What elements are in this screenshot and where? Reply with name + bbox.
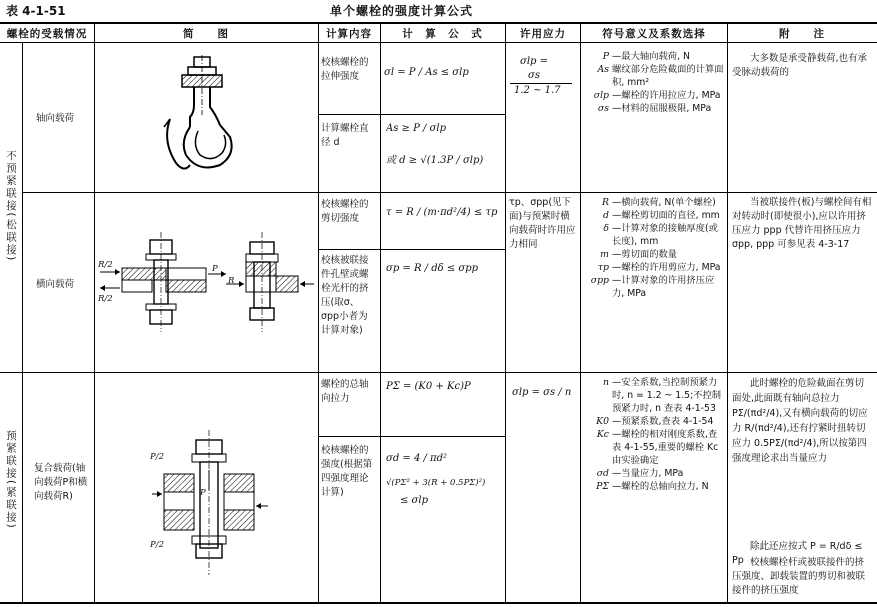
group-loose: 不预紧联接(松联接) (5, 150, 17, 263)
combined-diagram-label-p: P (200, 488, 206, 498)
axial-allowable-1: σlp = (520, 56, 548, 67)
hook-diagram (150, 55, 270, 185)
transverse-label: 横向载荷 (36, 279, 75, 290)
axial-formula-2a: As ≥ P / σlp (386, 123, 446, 134)
axial-formula-1: σl = P / As ≤ σlp (384, 67, 469, 78)
header-load-case: 螺栓的受载情况 (6, 28, 88, 40)
combined-sub-rule (318, 436, 505, 437)
col-rule-5 (505, 22, 506, 602)
axial-allowable-3: 1.2 ~ 1.7 (514, 85, 561, 96)
transverse-symbol-row: d —螺栓剪切面的直径, mm (603, 210, 720, 221)
transverse-note: 当被联接件(板)与螺栓间有相对转动时(即使很小),应以许用挤压应力 ppp 代替许用挤压应力 σpp, ppp 可参见表 4-3-17 (732, 197, 872, 250)
group-tight: 预紧联接(紧联接) (5, 430, 17, 530)
transverse-formula-2: σp = R / dδ ≤ σpp (386, 263, 479, 274)
combined-symbols (582, 376, 726, 493)
combined-label: 复合载荷(轴向载荷P和横向载荷R) (34, 463, 88, 502)
transverse-bolt-diagram (96, 232, 316, 332)
table-title: 单个螺栓的强度计算公式 (330, 4, 474, 18)
axial-content-2: 计算螺栓直径 d (321, 123, 369, 148)
combined-symbol-row: PΣ —螺栓的总轴向拉力, N (596, 481, 709, 492)
col-rule-2 (94, 22, 95, 602)
col-rule-1 (22, 42, 23, 602)
axial-symbol-row: As 螺纹部分危险截面的计算面积, mm² (597, 64, 724, 88)
axial-symbol-row: σs —材料的屈服极限, MPa (597, 103, 712, 114)
axial-allowable-2: σs (528, 70, 540, 81)
col-rule-7 (727, 22, 728, 602)
combined-content-1: 螺栓的总轴向拉力 (321, 379, 369, 404)
bottom-rule (0, 602, 877, 604)
title-bar (0, 0, 877, 20)
combined-allowable: σlp = σs / n (512, 387, 572, 398)
top-rule (0, 22, 877, 24)
combined-note-2: 除此还应按式 P = R/dδ ≤ Pp (732, 541, 863, 566)
header-diagram: 简 图 (183, 28, 229, 40)
transverse-symbol-row: R —横向载荷, N(单个螺栓) (602, 197, 716, 208)
transverse-symbol-row: δ —计算对象的接触厚度(或长度), mm (603, 223, 718, 247)
combined-diagram-label-p-half-top: P/2 (150, 452, 164, 462)
transverse-diagram-label-r: R (228, 276, 235, 286)
combined-symbol-row: K0 —预紧系数,查表 4-1-54 (596, 416, 714, 427)
axial-sub-rule (318, 114, 505, 115)
header-notes: 附 注 (779, 28, 825, 40)
combined-note-3: 校核螺栓杆或被联接件的挤压强度、卸载装置的剪切和被联接件的挤压强度 (732, 557, 866, 596)
header-allowable: 许用应力 (520, 28, 566, 40)
col-rule-4 (380, 22, 381, 602)
transverse-sub-rule (318, 249, 505, 250)
axial-symbols (582, 50, 726, 115)
header-symbols: 符号意义及系数选择 (602, 28, 706, 40)
transverse-content-2: 校核被联接件孔壁或螺栓光杆的挤压(取σ、σpp小者为计算对象) (321, 255, 369, 336)
transverse-symbols (582, 196, 726, 300)
combined-formula-1: PΣ = (K0 + Kc)P (386, 381, 471, 392)
combined-symbol-row: Kc —螺栓的相对刚度系数,查表 4-1-55,重要的螺栓 Kc 由实验确定 (596, 429, 719, 466)
col-rule-3 (318, 22, 319, 602)
combined-formula-2b: √(PΣ² + 3(R + 0.5PΣ)²) (386, 478, 486, 488)
table-number: 表 4-1-51 (6, 4, 66, 18)
combined-diagram-label-p-half-bottom: P/2 (150, 540, 164, 550)
row-rule-1 (22, 192, 877, 193)
transverse-diagram-label-p: P (212, 264, 218, 274)
combined-symbol-row: σd —当量应力, MPa (596, 468, 684, 479)
combined-bolt-diagram (150, 430, 270, 580)
transverse-content-1: 校核螺栓的剪切强度 (321, 199, 369, 224)
combined-symbol-row: n —安全系数,当控制预紧力时, n = 1.2 ~ 1.5;不控制预紧力时, n 查表 4-1-53 (603, 377, 722, 414)
header-rule (0, 42, 877, 43)
combined-formula-2c: ≤ σlp (400, 495, 428, 506)
transverse-allowable: τp、σpp(见下面)与预紧时横向载荷时许用应力相同 (509, 197, 576, 250)
transverse-diagram-label-r-half-top: R/2 (98, 260, 113, 270)
transverse-diagram-label-r-half-bottom: R/2 (98, 294, 113, 304)
axial-formula-2b: 或 d ≥ √(1.3P / σlp) (386, 155, 484, 166)
transverse-symbol-row: m —剪切面的数量 (600, 249, 678, 260)
axial-content-1: 校核螺栓的拉伸强度 (321, 57, 369, 82)
combined-formula-2a: σd = 4 / πd² (386, 453, 448, 464)
group-rule (0, 372, 877, 373)
axial-note: 大多数是承受静载荷,也有承受脉动载荷的 (732, 53, 868, 78)
header-content: 计算内容 (326, 28, 372, 40)
combined-content-2: 校核螺栓的强度(根据第四强度理论计算) (321, 445, 373, 498)
axial-label: 轴向载荷 (36, 113, 75, 124)
transverse-formula-1: τ = R / (m·πd²/4) ≤ τp (386, 207, 498, 218)
axial-symbol-row: P —最大轴向载荷, N (602, 51, 690, 62)
transverse-symbol-row: σpp —计算对象的许用挤压应力, MPa (590, 275, 715, 299)
combined-note-1: 此时螺栓的危险截面在剪切面处,此面既有轴向总拉力 PΣ/(πd²/4),又有横向载荷的切应力 R/(πd²/4),还有拧紧时扭转切应力 0.5PΣ/(πd²/4),所以按第四强度理论求出当量应力 (732, 378, 868, 464)
header-formula: 计 算 公 式 (402, 28, 483, 40)
transverse-symbol-row: τp —螺栓的许用剪应力, MPa (597, 262, 721, 273)
axial-symbol-row: σlp —螺栓的许用拉应力, MPa (593, 90, 721, 101)
col-rule-6 (580, 22, 581, 602)
